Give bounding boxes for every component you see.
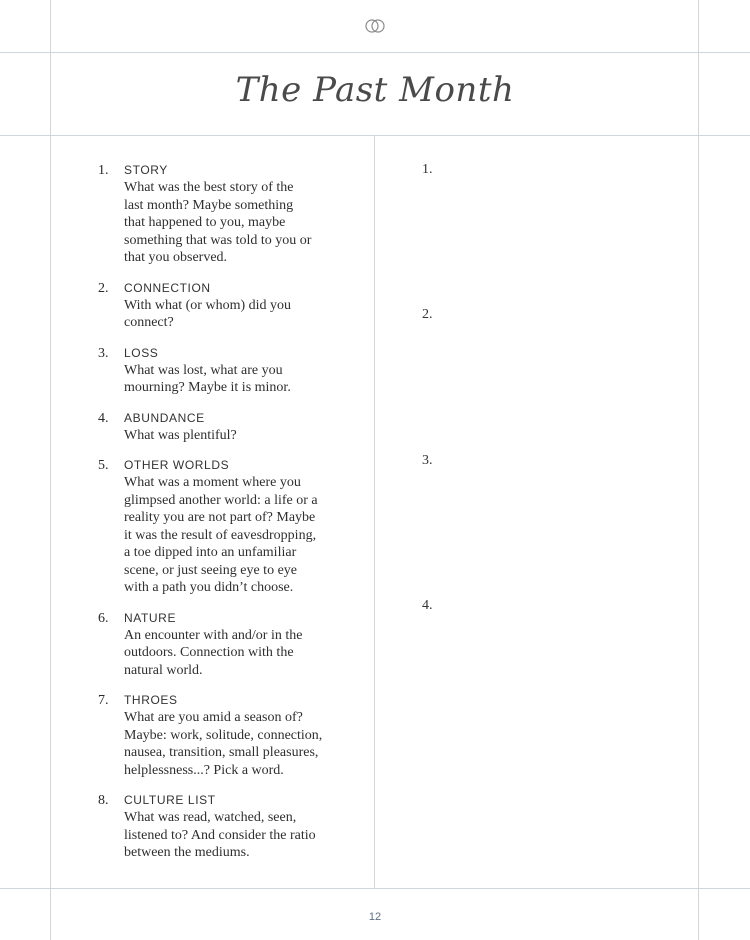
- page-number: 12: [368, 911, 382, 923]
- header-rule: [0, 52, 750, 53]
- prompt-heading: LOSS: [124, 345, 159, 360]
- prompt-heading: OTHER WORLDS: [124, 458, 230, 472]
- prompt-item: [96, 457, 336, 597]
- prompt-heading: CONNECTION: [124, 280, 211, 295]
- prompt-item: [96, 610, 336, 680]
- prompt-item: [96, 692, 336, 779]
- prompt-heading: NATURE: [124, 610, 177, 625]
- prompt-text: What was the best story of the last month? Maybe something that happened to you, maybe something that was told to you or that you observed.: [124, 180, 312, 265]
- prompt-text: What are you amid a season of? Maybe: work, solitude, connection, nausea, transition, small pleasures, helplessness...? Pick a word.: [124, 710, 323, 778]
- prompt-text: What was lost, what are you mourning? Maybe it is minor.: [124, 362, 291, 395]
- left-margin-rule: [50, 0, 51, 940]
- prompt-item: [96, 280, 336, 332]
- prompt-number: 2.: [98, 280, 109, 296]
- prompt-number: 8.: [98, 793, 109, 808]
- prompt-text: What was a moment where you glimpsed another world: a life or a reality you are not part of? Maybe it was the result of eavesdropping, a toe dipped into an unfamiliar scene, or just seeing eye to eye with a path you didn’t choose.: [124, 475, 318, 595]
- prompt-item: [96, 410, 336, 445]
- title-rule: [0, 135, 750, 136]
- prompt-item: [96, 162, 336, 267]
- page-title: The Past Month: [235, 70, 515, 110]
- prompt-item: [96, 345, 336, 397]
- answer-number: 2.: [422, 307, 433, 322]
- prompt-number: 7.: [98, 693, 109, 708]
- prompt-number: 5.: [98, 458, 109, 473]
- prompt-number: 1.: [98, 163, 109, 178]
- prompt-text: With what (or whom) did you connect?: [124, 297, 292, 330]
- prompt-list: [96, 162, 336, 862]
- prompt-heading: CULTURE LIST: [124, 793, 216, 807]
- prompt-number: 3.: [98, 345, 109, 361]
- footer-rule: [0, 888, 750, 889]
- prompt-item: [96, 792, 336, 862]
- prompt-number: 6.: [98, 610, 109, 626]
- rings-icon: [364, 17, 386, 35]
- prompt-heading: STORY: [124, 163, 168, 177]
- answer-number: 1.: [422, 162, 433, 177]
- column-divider: [374, 135, 375, 888]
- prompt-heading: ABUNDANCE: [124, 410, 205, 425]
- prompt-number: 4.: [98, 410, 109, 426]
- answer-number: 3.: [422, 453, 433, 468]
- prompt-heading: THROES: [124, 693, 178, 707]
- prompt-text: What was plentiful?: [124, 427, 237, 443]
- right-margin-rule: [698, 0, 699, 940]
- answer-number: 4.: [422, 598, 433, 613]
- prompt-text: An encounter with and/or in the outdoors. Connection with the natural world.: [124, 627, 303, 678]
- prompt-text: What was read, watched, seen, listened to? And consider the ratio between the mediums.: [124, 810, 316, 860]
